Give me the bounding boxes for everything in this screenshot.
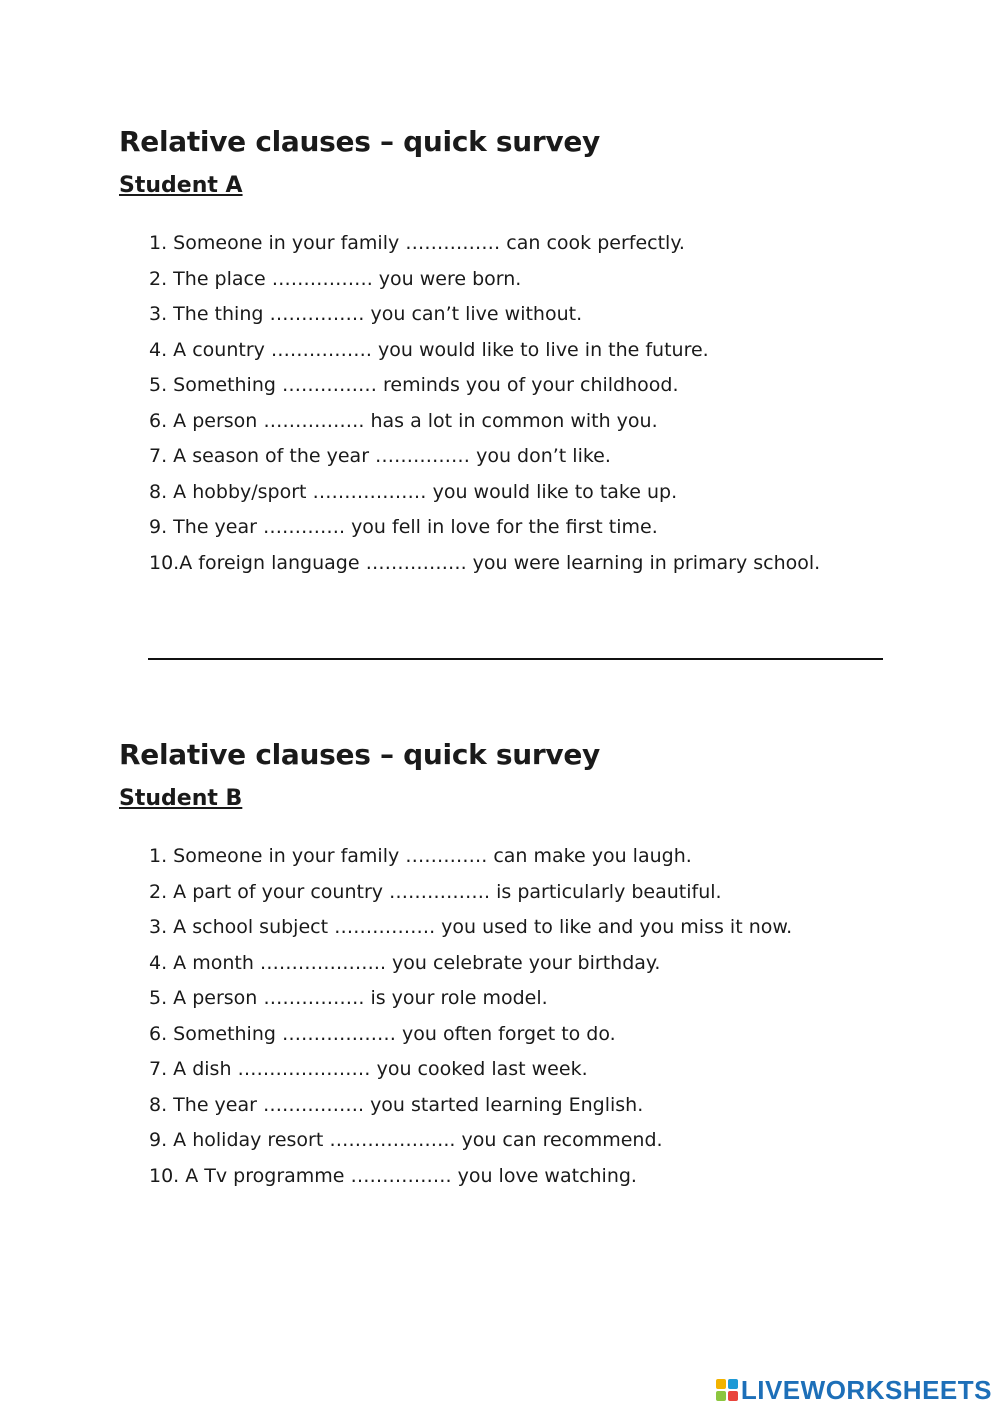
- item-text: A country ……………. you would like to live in the future.: [167, 338, 709, 361]
- item-number: 6.: [149, 1022, 168, 1045]
- item-text: The thing …………… you can’t live without.: [167, 303, 583, 325]
- item-text: A hobby/sport ……………… you would like to take up.: [167, 480, 678, 503]
- item-text: Something ……………… you often forget to do.: [167, 1022, 616, 1045]
- list-item: [149, 1159, 919, 1195]
- list-item: [149, 546, 919, 582]
- student-label: Student B: [119, 786, 243, 811]
- item-text: A foreign language ……………. you were learning in primary school.: [179, 551, 821, 574]
- item-text: The place ……………. you were born.: [167, 267, 522, 290]
- item-number: 10.: [149, 1164, 180, 1187]
- item-number: 7.: [149, 1058, 168, 1080]
- list-item: [149, 875, 919, 911]
- liveworksheets-logo-icon: [716, 1379, 738, 1401]
- list-item: [149, 226, 919, 262]
- section-divider: [148, 658, 883, 660]
- list-item: [149, 946, 919, 982]
- student-label: Student A: [119, 173, 243, 198]
- list-item: [149, 475, 919, 511]
- list-item: [149, 439, 919, 475]
- list-item: [149, 297, 919, 333]
- item-text: The year ……………. you started learning English.: [167, 1093, 644, 1116]
- item-number: 4.: [149, 951, 168, 974]
- item-text: The year …………. you fell in love for the first time.: [167, 516, 658, 538]
- list-item: [149, 510, 919, 546]
- item-number: 5.: [149, 374, 168, 396]
- item-text: Something …………… reminds you of your childhood.: [167, 374, 679, 396]
- item-number: 3.: [149, 303, 168, 325]
- item-number: 5.: [149, 987, 168, 1009]
- list-item: [149, 1017, 919, 1053]
- list-item: [149, 404, 919, 440]
- list-item: [149, 981, 919, 1017]
- list-item: [149, 333, 919, 369]
- item-number: 1.: [149, 232, 168, 254]
- section-student-b: [119, 735, 919, 1194]
- item-number: 9.: [149, 516, 168, 538]
- item-text: A season of the year …………… you don’t like.: [167, 445, 611, 467]
- item-number: 2.: [149, 880, 168, 903]
- list-item: [149, 262, 919, 298]
- item-text: A school subject ……………. you used to like and you miss it now.: [167, 916, 793, 938]
- page-title: Relative clauses – quick survey: [119, 738, 601, 771]
- list-item: [149, 910, 919, 946]
- item-text: A month ……………….. you celebrate your birthday.: [167, 951, 661, 974]
- item-text: Someone in your family …………… can cook perfectly.: [167, 232, 685, 254]
- item-text: A part of your country ……………. is particularly beautiful.: [167, 880, 722, 903]
- list-item: [149, 839, 919, 875]
- item-text: A Tv programme ……………. you love watching.: [179, 1164, 637, 1187]
- list-item: [149, 368, 919, 404]
- list-item: [149, 1052, 919, 1088]
- survey-list: [149, 226, 919, 581]
- item-number: 1.: [149, 845, 168, 867]
- item-number: 2.: [149, 267, 168, 290]
- item-number: 10.: [149, 551, 180, 574]
- item-number: 9.: [149, 1129, 168, 1151]
- item-number: 6.: [149, 409, 168, 432]
- item-number: 7.: [149, 445, 168, 467]
- section-student-a: [119, 122, 919, 581]
- liveworksheets-logo-link[interactable]: [716, 1375, 992, 1405]
- item-text: A person ……………. is your role model.: [167, 987, 548, 1009]
- survey-list: [149, 839, 919, 1194]
- item-text: A holiday resort ……………….. you can recommend.: [167, 1129, 663, 1151]
- list-item: [149, 1088, 919, 1124]
- item-text: Someone in your family …………. can make you laugh.: [167, 845, 692, 867]
- page-title: Relative clauses – quick survey: [119, 125, 601, 158]
- item-number: 8.: [149, 1093, 168, 1116]
- item-text: A dish ………………… you cooked last week.: [167, 1058, 588, 1080]
- item-number: 4.: [149, 338, 168, 361]
- item-text: A person ……………. has a lot in common with you.: [167, 409, 658, 432]
- item-number: 3.: [149, 916, 168, 938]
- item-number: 8.: [149, 480, 168, 503]
- brand-name: LIVEWORKSHEETS: [740, 1374, 992, 1405]
- list-item: [149, 1123, 919, 1159]
